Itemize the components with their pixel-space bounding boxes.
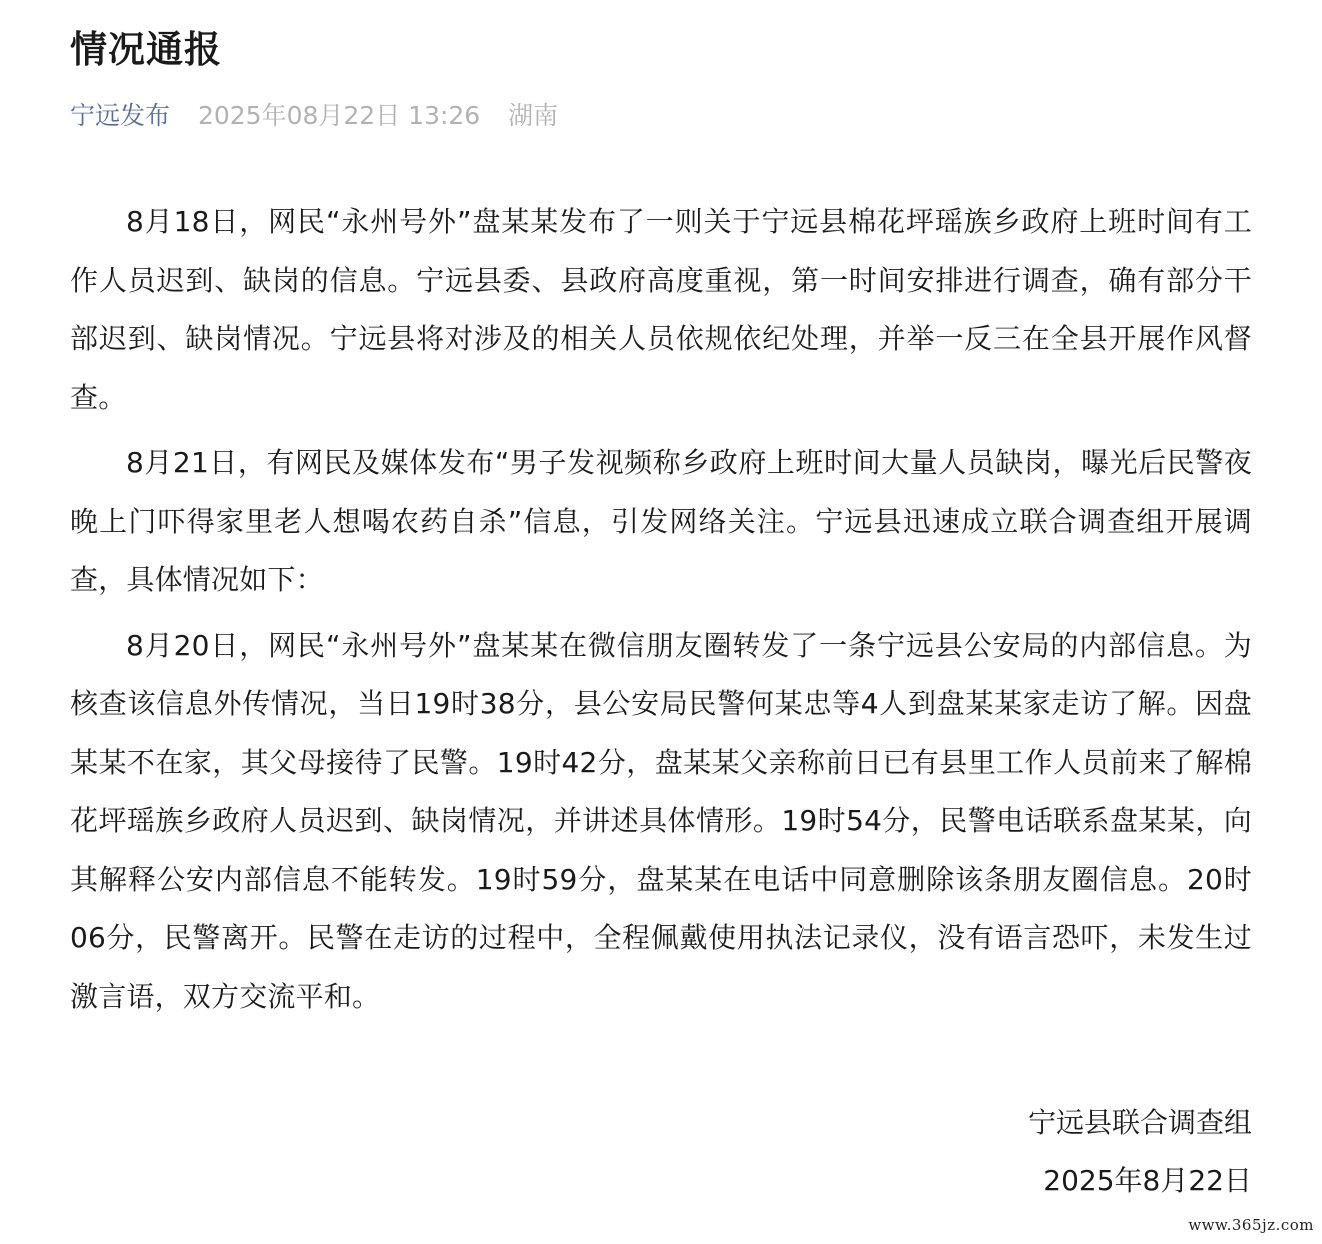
page-title: 情况通报 — [70, 28, 222, 71]
article-paragraph: 8月20日，网民“永州号外”盘某某在微信朋友圈转发了一条宁远县公安局的内部信息。为核查该信息外传情况，当日19时38分，县公安局民警何某忠等4人到盘某某家走访了解。因盘某某不在家，其父母接待了民警。19时42分，盘某某父亲称前日已有县里工作人员前来了解棉花坪瑶族乡政府人员迟到、缺岗情况，并讲述具体情形。19时54分，民警电话联系盘某某，向其解释公安内部信息不能转发。19时59分，盘某某在电话中同意删除该条朋友圈信息。20时06分，民警离开。民警在走访的过程中，全程佩戴使用执法记录仪，没有语言恐吓，未发生过激言语，双方交流平和。 — [70, 628, 1252, 1013]
watermark: www.365jz.com — [1188, 1216, 1314, 1234]
publish-datetime: 2025年08月22日 13:26 — [197, 101, 481, 130]
account-name-link[interactable]: 宁远发布 — [70, 101, 171, 130]
article-paragraph: 8月21日，有网民及媒体发布“男子发视频称乡政府上班时间大量人员缺岗，曝光后民警夜晚上门吓得家里老人想喝农药自杀”信息，引发网络关注。宁远县迅速成立联合调查组开展调查，具体情况如下： — [70, 446, 1252, 596]
signature-date: 2025年8月22日 — [1043, 1164, 1252, 1197]
publish-region: 湖南 — [508, 101, 559, 130]
signature-block — [1028, 1094, 1252, 1210]
article-meta — [70, 98, 558, 134]
article-body — [70, 193, 1252, 1033]
signature-org: 宁远县联合调查组 — [1027, 1106, 1252, 1139]
article-paragraph: 8月18日，网民“永州号外”盘某某发布了一则关于宁远县棉花坪瑶族乡政府上班时间有工作人员迟到、缺岗的信息。宁远县委、县政府高度重视，第一时间安排进行调查，确有部分干部迟到、缺岗情况。宁远县将对涉及的相关人员依规依纪处理，并举一反三在全县开展作风督查。 — [70, 205, 1252, 414]
